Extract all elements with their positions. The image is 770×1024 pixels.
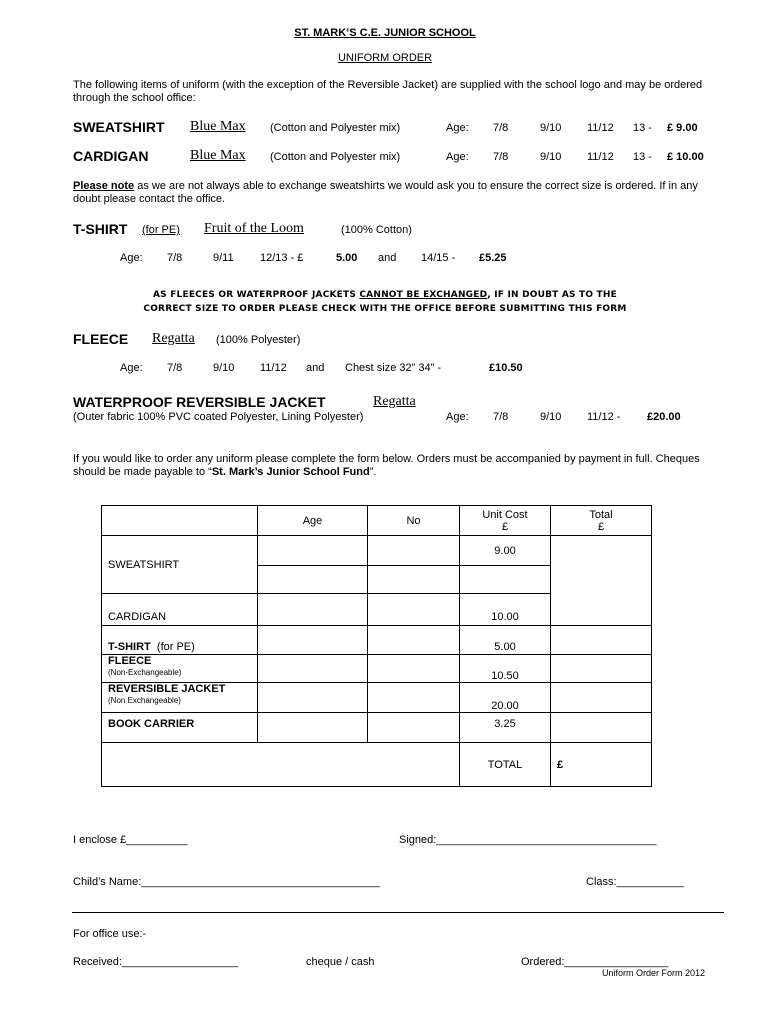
- sweatshirt-fabric: (Cotton and Polyester mix): [270, 122, 401, 134]
- order-text: If you would like to order any uniform please complete the form below. Orders must be accompanied by payment in full. Cheques should be made payable to “: [73, 453, 700, 478]
- warning-text: AS FLEECES OR WATERPROOF JACKETS: [153, 290, 360, 300]
- tshirt-size: 7/8: [167, 252, 183, 264]
- tshirt-quantity-input[interactable]: [368, 626, 460, 655]
- item-fleece: [102, 655, 258, 683]
- tshirt-age-label: Age:: [120, 252, 143, 264]
- tshirt-name: T-SHIRT: [73, 221, 128, 237]
- payment-method: cheque / cash: [306, 956, 375, 968]
- tshirt-unit-cost: 5.00: [460, 626, 551, 655]
- cardigan-price: £ 10.00: [667, 151, 704, 163]
- fleece-fabric: (100% Polyester): [216, 334, 301, 346]
- fleece-size: 7/8: [167, 362, 183, 374]
- total-row-blank: [102, 743, 460, 787]
- exchange-note: [73, 180, 723, 206]
- cardigan-size: 9/10: [540, 151, 562, 163]
- tshirt-and: and: [378, 252, 397, 264]
- table-row: [102, 536, 652, 566]
- school-name: ST. MARK’S C.E. JUNIOR SCHOOL: [294, 27, 476, 39]
- fleece-price: £10.50: [489, 362, 523, 374]
- sweatshirt-brand: Blue Max: [190, 119, 246, 134]
- tshirt-age-input[interactable]: [258, 626, 368, 655]
- tshirt-label: T-SHIRT: [108, 641, 151, 653]
- jacket-size: 7/8: [493, 411, 509, 423]
- fleece-size: 9/10: [213, 362, 235, 374]
- fleece-size: 11/12: [260, 362, 287, 374]
- warning-text: , IF IN DOUBT AS TO THE: [487, 290, 617, 300]
- jacket-size: 9/10: [540, 411, 562, 423]
- header-no: No: [368, 506, 460, 536]
- item-cardigan: CARDIGAN: [102, 594, 258, 626]
- sweatshirt-quantity-input[interactable]: [368, 536, 460, 566]
- table-row: [102, 713, 652, 743]
- fleece-name: FLEECE: [73, 331, 129, 347]
- order-text: ”.: [369, 466, 377, 478]
- sweatshirt-name: SWEATSHIRT: [73, 119, 165, 135]
- sweatshirt-size: 13 -: [633, 122, 652, 134]
- unit-cost-symbol: £: [501, 520, 509, 533]
- cardigan-fabric: (Cotton and Polyester mix): [270, 151, 401, 163]
- item-jacket: [102, 683, 258, 713]
- sweatshirt-line: [73, 119, 165, 137]
- fleece-chest: Chest size 32” 34” -: [345, 362, 441, 374]
- jacket-total-input[interactable]: [551, 683, 652, 713]
- signature-field[interactable]: Signed:____________________________________: [399, 834, 657, 846]
- header-total: [551, 506, 652, 536]
- sweatshirt-size: 7/8: [493, 122, 509, 134]
- cardigan-age-input[interactable]: [258, 594, 368, 626]
- total-row-label: TOTAL: [460, 743, 551, 787]
- jacket-note: (Non Exchangeable): [108, 696, 181, 705]
- fleece-and: and: [306, 362, 325, 374]
- divider-line: [72, 912, 724, 913]
- child-name-field[interactable]: Child’s Name:_______________________________________: [73, 876, 380, 888]
- form-identifier: Uniform Order Form 2012: [602, 968, 706, 978]
- note-label: Please note: [73, 180, 135, 192]
- fleece-total-input[interactable]: [551, 655, 652, 683]
- item-sweatshirt: SWEATSHIRT: [102, 536, 258, 594]
- received-field[interactable]: Received:___________________: [73, 956, 239, 968]
- table-row: [102, 683, 652, 713]
- sweatshirt-size: 11/12: [587, 122, 614, 134]
- tshirt-for-pe: (for PE): [142, 224, 180, 236]
- cardigan-name: CARDIGAN: [73, 148, 149, 164]
- table-header-row: [102, 506, 652, 536]
- sweatshirt-quantity-input-2[interactable]: [368, 566, 460, 594]
- sweatshirt-total-input[interactable]: [551, 536, 652, 626]
- cardigan-size: 7/8: [493, 151, 509, 163]
- jacket-label: REVERSIBLE JACKET: [108, 683, 226, 695]
- office-use-label: For office use:-: [73, 928, 147, 940]
- fleece-label: FLEECE: [108, 655, 152, 667]
- header-item-cell: [102, 506, 258, 536]
- total-label: Total: [589, 508, 613, 521]
- fleece-brand: Regatta: [152, 331, 195, 346]
- fleece-age-input[interactable]: [258, 655, 368, 683]
- book-unit-cost: 3.25: [460, 713, 551, 743]
- sweatshirt-unit-cost-blank: [460, 566, 551, 594]
- ordered-field[interactable]: Ordered:_________________: [521, 956, 669, 968]
- jacket-fabric: (Outer fabric 100% PVC coated Polyester, Lining Polyester): [73, 411, 364, 423]
- grand-total-input[interactable]: £: [551, 743, 652, 787]
- sweatshirt-size: 9/10: [540, 122, 562, 134]
- jacket-brand: Regatta: [373, 394, 416, 409]
- jacket-age-input[interactable]: [258, 683, 368, 713]
- jacket-name: WATERPROOF REVERSIBLE JACKET: [73, 394, 326, 410]
- sweatshirt-age-input[interactable]: [258, 536, 368, 566]
- class-field[interactable]: Class:___________: [586, 876, 684, 888]
- header-age: Age: [258, 506, 368, 536]
- jacket-quantity-input[interactable]: [368, 683, 460, 713]
- fleece-quantity-input[interactable]: [368, 655, 460, 683]
- table-total-row: [102, 743, 652, 787]
- cardigan-quantity-input[interactable]: [368, 594, 460, 626]
- jacket-age-label: Age:: [446, 411, 469, 423]
- total-symbol: £: [597, 520, 605, 533]
- tshirt-size: 9/11: [213, 252, 234, 264]
- cardigan-size: 13 -: [633, 151, 652, 163]
- table-row: [102, 626, 652, 655]
- jacket-size: 11/12 -: [587, 411, 621, 423]
- tshirt-size: 12/13 - £: [260, 252, 304, 264]
- book-age-input[interactable]: [258, 713, 368, 743]
- note-text: as we are not always able to exchange sweatshirts we would ask you to ensure the correct size is ordered. If in any doubt please contact the office.: [73, 180, 698, 205]
- sweatshirt-price: £ 9.00: [667, 122, 698, 134]
- item-book-carrier: BOOK CARRIER: [102, 713, 258, 743]
- tshirt-price-large: £5.25: [479, 252, 507, 264]
- cardigan-brand: Blue Max: [190, 148, 246, 163]
- intro-paragraph: The following items of uniform (with the exception of the Reversible Jacket) are supplied with the school logo and may be ordered through the school office:: [73, 79, 703, 104]
- jacket-unit-cost: 20.00: [460, 683, 551, 713]
- header-unit-cost: [460, 506, 551, 536]
- book-quantity-input[interactable]: [368, 713, 460, 743]
- tshirt-size-large: 14/15 -: [421, 252, 456, 264]
- fleece-age-label: Age:: [120, 362, 143, 374]
- payee-name: St. Mark’s Junior School Fund: [211, 466, 370, 478]
- book-total-input[interactable]: [551, 713, 652, 743]
- tshirt-total-input[interactable]: [551, 626, 652, 655]
- cardigan-age-label: Age:: [446, 151, 469, 163]
- document-title: UNIFORM ORDER: [337, 52, 433, 64]
- sweatshirt-unit-cost: 9.00: [460, 536, 551, 566]
- exchange-warning-line-1: [0, 290, 770, 300]
- cardigan-size: 11/12: [587, 151, 614, 163]
- sweatshirt-age-input-2[interactable]: [258, 566, 368, 594]
- tshirt-price: 5.00: [336, 252, 358, 264]
- table-row: [102, 655, 652, 683]
- order-instructions: [73, 453, 723, 479]
- cardigan-unit-cost: 10.00: [460, 594, 551, 626]
- unit-cost-label: Unit Cost: [482, 508, 528, 521]
- enclose-field[interactable]: I enclose £__________: [73, 834, 188, 846]
- fleece-note: (Non-Exchangeable): [108, 668, 182, 677]
- sweatshirt-age-label: Age:: [446, 122, 469, 134]
- warning-emphasis: CANNOT BE EXCHANGED: [359, 290, 488, 300]
- jacket-price: £20.00: [647, 411, 681, 423]
- fleece-unit-cost: 10.50: [460, 655, 551, 683]
- tshirt-fabric: (100% Cotton): [341, 224, 412, 236]
- item-tshirt: [102, 626, 258, 655]
- order-table: [101, 505, 652, 787]
- tshirt-brand: Fruit of the Loom: [204, 221, 304, 236]
- tshirt-note: (for PE): [156, 641, 195, 653]
- exchange-warning-line-2: CORRECT SIZE TO ORDER PLEASE CHECK WITH THE OFFICE BEFORE SUBMITTING THIS FORM: [143, 304, 627, 314]
